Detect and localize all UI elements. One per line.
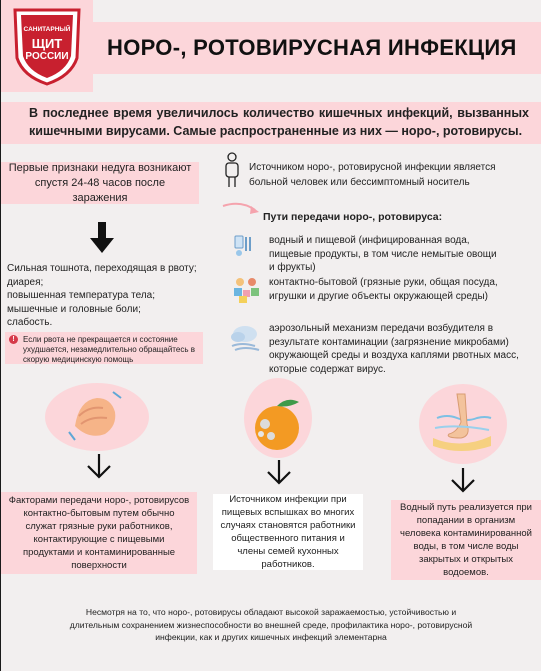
symptom-item: Сильная тошнота, переходящая в рвоту; (7, 263, 197, 274)
factor-water-text: Водный путь реализуется при попадании в организм человека контаминированной воды, в том числе воды закрытых и открытых водоемов. (400, 502, 532, 578)
route-contact-text: контактно-бытовой (грязные руки, общая посуда, игрушки и другие объекты окружающей среды) (269, 277, 498, 302)
infographic-poster (1, 0, 541, 671)
factor-contact-text: Факторами передачи норо-, ротовирусов контактно-бытовым путем обычно служат грязные руки работников, контактирующие с пищевыми продуктами и контаминированные поверхности (8, 495, 190, 571)
down-arrow-icon (89, 222, 115, 254)
chevron-down-icon (449, 468, 477, 494)
foot-in-water-icon (427, 388, 497, 458)
onset-text: Первые признаки недуга возникают спустя 24-48 часов после заражения (8, 161, 192, 204)
factor-food-text: Источником инфекции при пищевых вспышках во многих случаях становятся работники общественного питания и члены семей кухонных работников. (220, 494, 356, 570)
spoiled-orange-icon (247, 396, 311, 452)
title-banner (93, 22, 541, 74)
logo-line2: ЩИТ (31, 36, 63, 51)
contact-household-icon (231, 276, 261, 304)
factor-box-contact (1, 492, 197, 574)
aerosol-cloud-icon (229, 322, 263, 352)
onset-box (1, 162, 199, 204)
page-title: НОРО-, РОТОВИРУСНАЯ ИНФЕКЦИЯ (107, 35, 517, 60)
route-water-food-text: водный и пищевой (инфицированная вода, пищевые продукты, в том числе немытые овощи и фрукты) (269, 235, 497, 273)
logo-line3: РОССИИ (25, 51, 69, 62)
warning-box (5, 332, 203, 364)
symptom-item: повышенная температура тела; (7, 290, 155, 301)
person-icon (223, 152, 241, 188)
chevron-down-icon (265, 460, 293, 486)
footer-text: Несмотря на то, что норо-, ротовирусы обладают высокой заражаемостью, устойчивостью и длительным сохранением жизнеспособности во внешней среде, профилактика норо-, ротовирусной инфекции, как и других кишечных инфекций элементарна (69, 607, 473, 642)
washing-hands-icon (65, 386, 125, 444)
symptoms-list (7, 262, 207, 330)
factor-box-water (391, 500, 541, 580)
logo-line1: САНИТАРНЫЙ (23, 26, 71, 33)
symptom-item: слабость. (7, 317, 53, 328)
source-text: Источником норо-, ротовирусной инфекции является больной человек или бессимптомный носитель (249, 162, 496, 188)
chevron-down-icon (85, 454, 113, 480)
warning-text: Если рвота не прекращается и состояние ухудшается, незамедлительно обращайтесь в скорую медицинскую помощь (23, 335, 195, 364)
factor-box-food (213, 494, 363, 570)
symptom-item: диарея; (7, 276, 44, 288)
symptom-item: мышечные и головные боли; (7, 303, 141, 315)
logo-area (1, 0, 93, 92)
intro-text: В последнее время увеличилось количество кишечных инфекций, вызванных кишечными вирусами. Самые распространенные из них — норо-, ротовирусы. (29, 106, 529, 138)
water-food-icon (233, 234, 257, 258)
routes-title: Пути передачи норо-, ротовируса: (263, 211, 443, 223)
exclamation-icon: ! (9, 335, 18, 344)
route-aerosol-text: аэрозольный механизм передачи возбудителя в результате контаминации (загрязнение микробами) окружающей среды и воздуха каплями рвотных масс, которые содержат вирус. (269, 323, 519, 375)
curved-arrow-icon (221, 200, 261, 218)
